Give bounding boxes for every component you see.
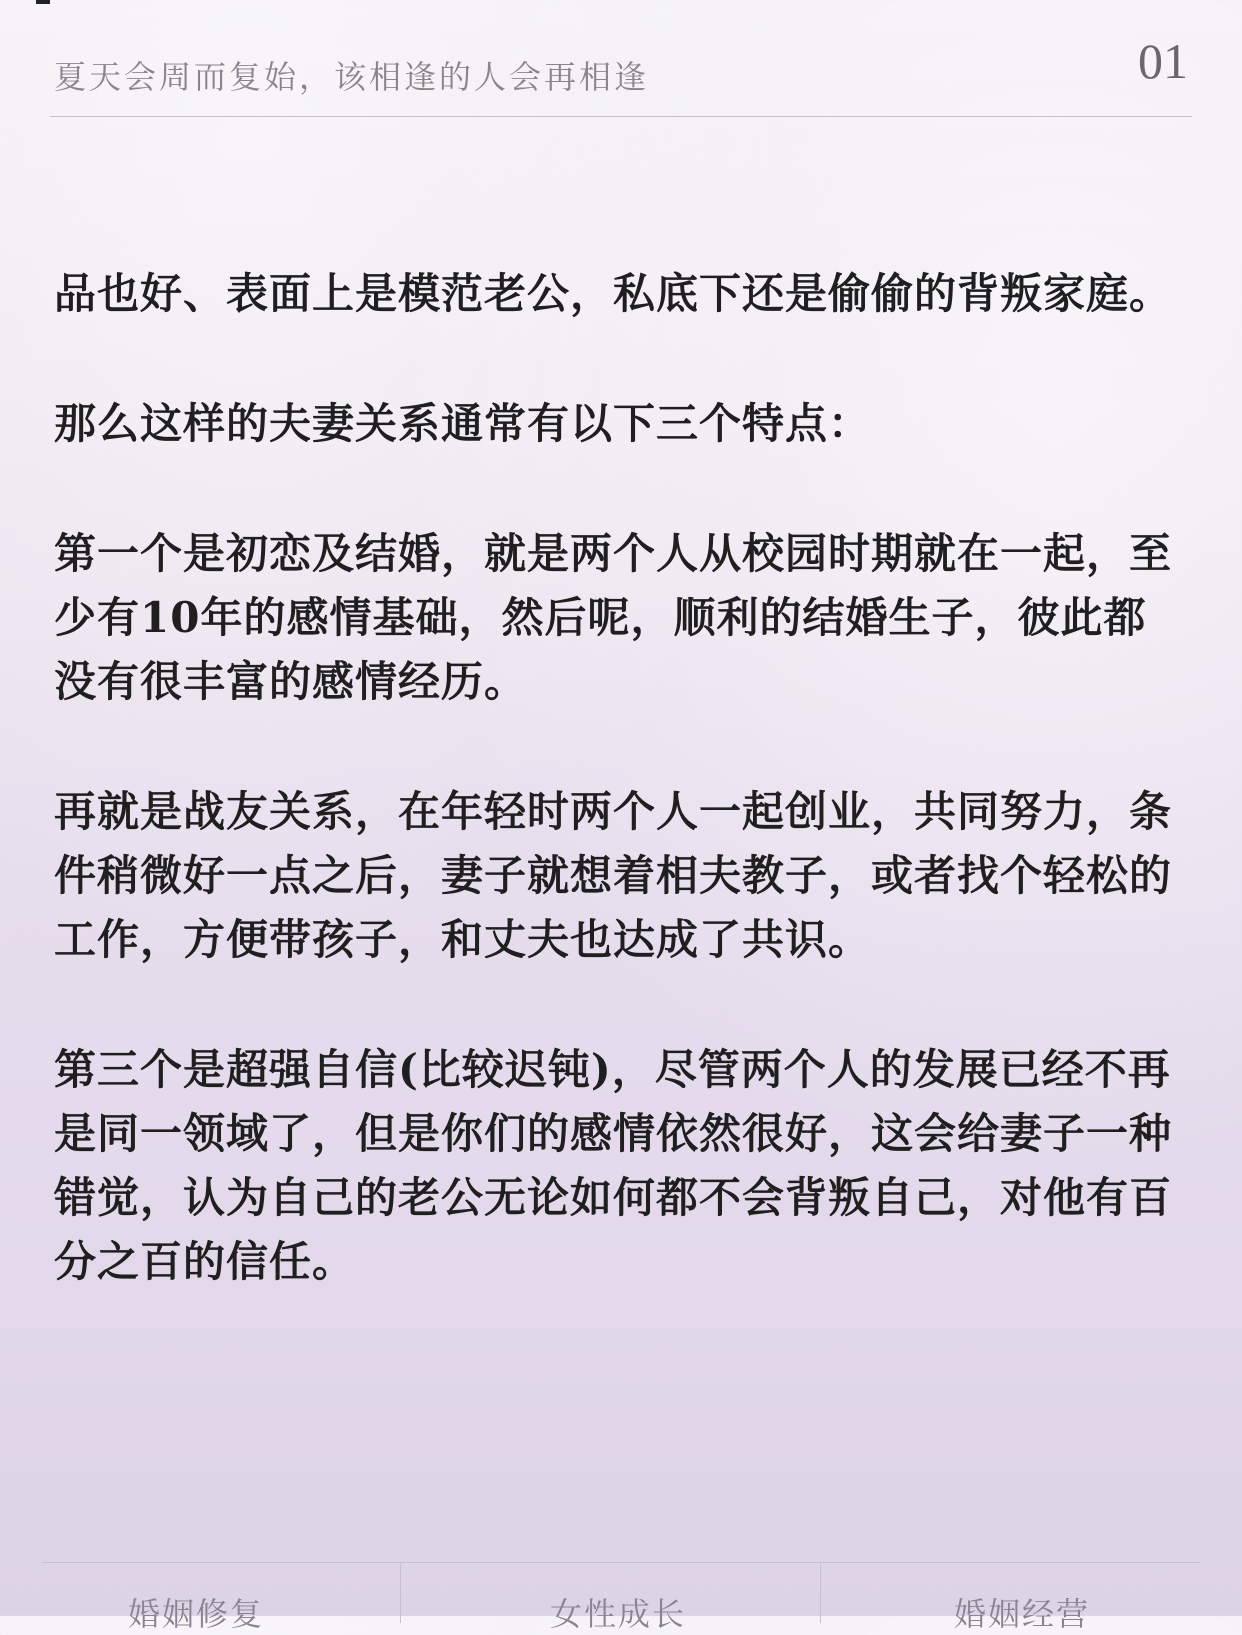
tab-marriage-management[interactable]: 婚姻经营 xyxy=(954,1595,1091,1633)
corner-mark xyxy=(36,0,50,4)
footer-divider xyxy=(400,1563,401,1623)
paragraph: 第一个是初恋及结婚，就是两个人从校园时期就在一起，至少有10年的感情基础，然后呢，顺利的结婚生子，彼此都没有很丰富的感情经历。 xyxy=(54,529,1173,706)
page-number: 01 xyxy=(1138,33,1188,89)
paragraph: 再就是战友关系，在年轻时两个人一起创业，共同努力，条件稍微好一点之后，妻子就想着相夫教子，或者找个轻松的工作，方便带孩子，和丈夫也达成了共识。 xyxy=(54,787,1173,964)
article-body xyxy=(54,262,1174,1360)
footer-tabs xyxy=(42,1562,1200,1633)
tab-women-growth[interactable]: 女性成长 xyxy=(550,1595,687,1633)
paragraph: 那么这样的夫妻关系通常有以下三个特点： xyxy=(54,399,872,448)
paragraph: 第三个是超强自信(比较迟钝)，尽管两个人的发展已经不再是同一领域了，但是你们的感情依然很好，这会给妻子一种错觉，认为自己的老公无论如何都不会背叛自己，对他有百分之百的信任。 xyxy=(54,1045,1173,1286)
header-subtitle: 夏天会周而复始，该相逢的人会再相逢 xyxy=(54,58,650,96)
tab-marriage-repair[interactable]: 婚姻修复 xyxy=(128,1595,265,1633)
footer-divider xyxy=(820,1563,821,1623)
paragraph: 品也好、表面上是模范老公，私底下还是偷偷的背叛家庭。 xyxy=(54,269,1173,318)
page-header xyxy=(50,30,1192,117)
